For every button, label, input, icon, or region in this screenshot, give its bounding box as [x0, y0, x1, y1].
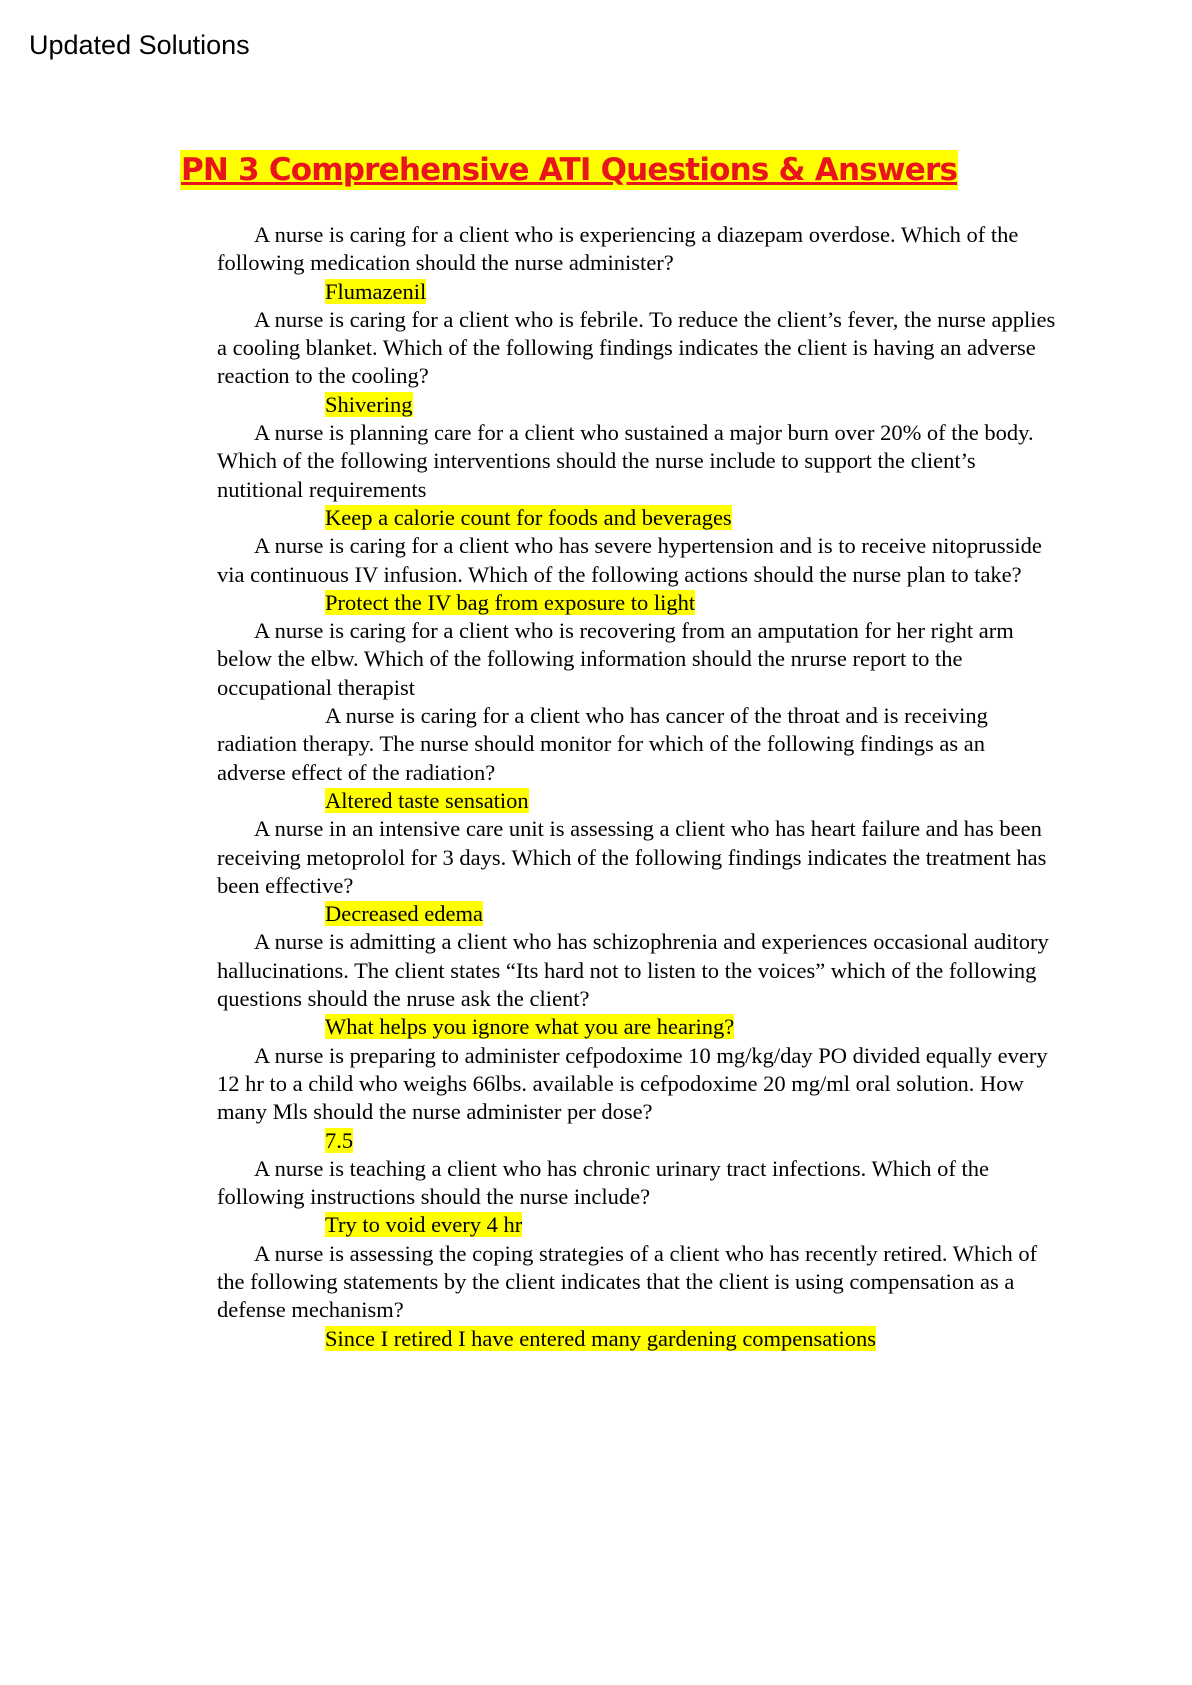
- answer-highlight: Try to void every 4 hr: [325, 1212, 523, 1238]
- answer-highlight: Flumazenil: [325, 278, 427, 304]
- answer-highlight: Decreased edema: [325, 901, 484, 927]
- answer-highlight: What helps you ignore what you are hearing?: [325, 1014, 735, 1040]
- question-text: A nurse is caring for a client who is recovering from an amputation for her right arm below the elbw. Which of the following information should the nrurse report to the occupational therapist: [217, 618, 1014, 700]
- answer-text: [217, 787, 1057, 815]
- answer-highlight: Keep a calorie count for foods and beverages: [325, 504, 732, 530]
- answer-highlight: 7.5: [325, 1127, 354, 1153]
- question-text: A nurse in an intensive care unit is assessing a client who has heart failure and has been receiving metoprolol for 3 days. Which of the following findings indicates the treatment has been effective?: [217, 816, 1047, 898]
- answer-text: [217, 589, 1057, 617]
- answer-highlight: Protect the IV bag from exposure to light: [325, 589, 696, 615]
- answer-highlight: Shivering: [325, 391, 413, 417]
- qa-list: [217, 221, 1057, 1353]
- answer-text: [217, 278, 1057, 306]
- answer-text: [217, 1211, 1057, 1239]
- answer-text: [217, 504, 1057, 532]
- answer-text: [217, 391, 1057, 419]
- question-text: A nurse is caring for a client who has cancer of the throat and is receiving radiation therapy. The nurse should monitor for which of the following findings as an adverse effect of the radiation?: [217, 703, 988, 785]
- answer-text: [217, 1127, 1057, 1155]
- page-header-label: Updated Solutions: [29, 30, 250, 60]
- question-text: A nurse is planning care for a client who sustained a major burn over 20% of the body. Which of the following interventions should the nurse include to support the client’s nutitional requirements: [217, 420, 1034, 502]
- answer-text: [217, 900, 1057, 928]
- question-text: A nurse is caring for a client who is experiencing a diazepam overdose. Which of the following medication should the nurse administer?: [217, 222, 1019, 276]
- document-title: PN 3 Comprehensive ATI Questions & Answers: [181, 152, 958, 188]
- question-text: A nurse is preparing to administer cefpodoxime 10 mg/kg/day PO divided equally every 12 hr to a child who weighs 66lbs. available is cefpodoxime 20 mg/ml oral solution. How many Mls should the nurse administer per dose?: [217, 1042, 1048, 1125]
- answer-text: [217, 1325, 1057, 1353]
- question-text: A nurse is teaching a client who has chronic urinary tract infections. Which of the following instructions should the nurse include?: [217, 1155, 989, 1210]
- answer-text: [217, 1013, 1057, 1041]
- answer-highlight: Since I retired I have entered many gardening compensations: [325, 1325, 877, 1351]
- answer-highlight: Altered taste sensation: [325, 787, 529, 813]
- question-text: A nurse is caring for a client who has severe hypertension and is to receive nitoprusside via continuous IV infusion. Which of the following actions should the nurse plan to take?: [217, 533, 1042, 587]
- question-text: A nurse is admitting a client who has schizophrenia and experiences occasional auditory hallucinations. The client states “Its hard not to listen to the voices” which of the following questions should the nruse ask the client?: [217, 929, 1049, 1012]
- question-text: A nurse is assessing the coping strategies of a client who has recently retired. Which of the following statements by the client indicates that the client is using compensation as a defense mechanism?: [217, 1240, 1038, 1323]
- question-text: A nurse is caring for a client who is febrile. To reduce the client’s fever, the nurse applies a cooling blanket. Which of the following findings indicates the client is having an adverse reaction to the cooling?: [217, 306, 1056, 389]
